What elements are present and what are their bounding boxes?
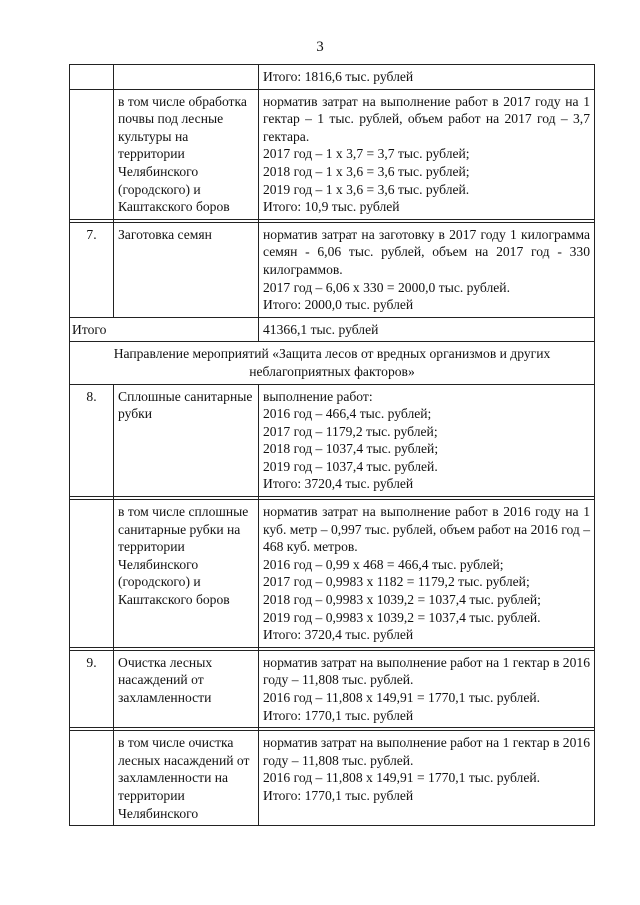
calc-line: норматив затрат на выполнение работ в 2017 году на 1 гектар – 1 тыс. рублей, объем работ на 2017 год – 3,7 гектара. [263, 93, 590, 144]
calc-line: 2018 год – 1 х 3,6 = 3,6 тыс. рублей; [263, 163, 470, 179]
total-label: Итого [70, 317, 259, 342]
row-name: в том числе обработка почвы под лесные культуры на территории Челябинского (городского) и Каштакского боров [114, 89, 259, 219]
calc-line: 2017 год – 1179,2 тыс. рублей; [263, 423, 438, 439]
row-name: в том числе сплошные санитарные рубки на территории Челябинского (городского) и Каштакского боров [114, 500, 259, 648]
calc-line: 2019 год – 1 х 3,6 = 3,6 тыс. рублей. [263, 181, 470, 197]
row-name [114, 65, 259, 90]
section-heading: Направление мероприятий «Защита лесов от вредных организмов и других неблагоприятных факторов» [70, 342, 595, 384]
calc-line: 2017 год – 1 х 3,7 = 3,7 тыс. рублей; [263, 146, 470, 162]
row-calculation [259, 650, 595, 727]
row-calculation [259, 731, 595, 826]
row-name: Сплошные санитарные рубки [114, 384, 259, 497]
calc-line: Итого: 2000,0 тыс. рублей [263, 297, 414, 313]
row-number [70, 89, 114, 219]
table-row [70, 384, 595, 497]
calc-line: 2017 год – 0,9983 х 1182 = 1179,2 тыс. рублей; [263, 574, 530, 590]
calc-line: Итого: 1770,1 тыс. рублей [263, 787, 414, 803]
table-row [70, 650, 595, 727]
table-row [70, 222, 595, 317]
row-number [70, 731, 114, 826]
calc-line: 2016 год – 11,808 х 149,91 = 1770,1 тыс. рублей. [263, 770, 541, 786]
calc-line: 2019 год – 1037,4 тыс. рублей. [263, 458, 438, 474]
calc-line: норматив затрат на заготовку в 2017 году 1 килограмма семян - 6,06 тыс. рублей, объем на 2017 год - 330 килограммов. [263, 226, 590, 277]
calc-line: норматив затрат на выполнение работ на 1 гектар в 2016 году – 11,808 тыс. рублей. [263, 654, 590, 688]
row-number [70, 65, 114, 90]
row-number: 9. [70, 650, 114, 727]
calc-line: 2019 год – 0,9983 х 1039,2 = 1037,4 тыс. рублей. [263, 609, 541, 625]
expense-table [69, 64, 595, 826]
calc-line: 2016 год – 0,99 х 468 = 466,4 тыс. рублей; [263, 556, 504, 572]
table-row [70, 500, 595, 648]
calc-line: Итого: 3720,4 тыс. рублей [263, 627, 414, 643]
calc-line: норматив затрат на выполнение работ в 2016 году на 1 куб. метр – 0,997 тыс. рублей, объем работ на 2016 год – 468 куб. метров. [263, 504, 590, 555]
calc-line: выполнение работ: [263, 388, 373, 404]
section-row [70, 342, 595, 384]
row-name: в том числе очистка лесных насаждений от захламленности на территории Челябинского [114, 731, 259, 826]
calc-line: Итого: 1770,1 тыс. рублей [263, 707, 414, 723]
page-number: 3 [316, 39, 324, 55]
calc-line: 2016 год – 11,808 х 149,91 = 1770,1 тыс. рублей. [263, 690, 541, 705]
row-calculation [259, 384, 595, 497]
calc-line: 2017 год – 6,06 х 330 = 2000,0 тыс. рублей. [263, 279, 510, 295]
row-name: Заготовка семян [114, 222, 259, 317]
calc-line: Итого: 1816,6 тыс. рублей [263, 69, 414, 84]
row-calculation [259, 222, 595, 317]
calc-line: норматив затрат на выполнение работ на 1 гектар в 2016 году – 11,808 тыс. рублей. [263, 735, 590, 768]
calc-line: Итого: 3720,4 тыс. рублей [263, 476, 414, 492]
calc-line: Итого: 10,9 тыс. рублей [263, 199, 400, 215]
row-calculation [259, 89, 595, 219]
table-row [70, 731, 595, 826]
row-number: 8. [70, 384, 114, 497]
total-row [70, 317, 595, 342]
calc-line: 2018 год – 1037,4 тыс. рублей; [263, 441, 439, 457]
row-calculation [259, 500, 595, 648]
calc-line: 2016 год – 466,4 тыс. рублей; [263, 406, 432, 422]
row-number [70, 500, 114, 648]
table-row [70, 89, 595, 219]
calc-line: 2018 год – 0,9983 х 1039,2 = 1037,4 тыс. рублей; [263, 592, 541, 608]
table-row [70, 65, 595, 90]
row-name: Очистка лесных насаждений от захламленности [114, 650, 259, 727]
row-calculation [259, 65, 595, 90]
row-number: 7. [70, 222, 114, 317]
total-value: 41366,1 тыс. рублей [259, 317, 595, 342]
